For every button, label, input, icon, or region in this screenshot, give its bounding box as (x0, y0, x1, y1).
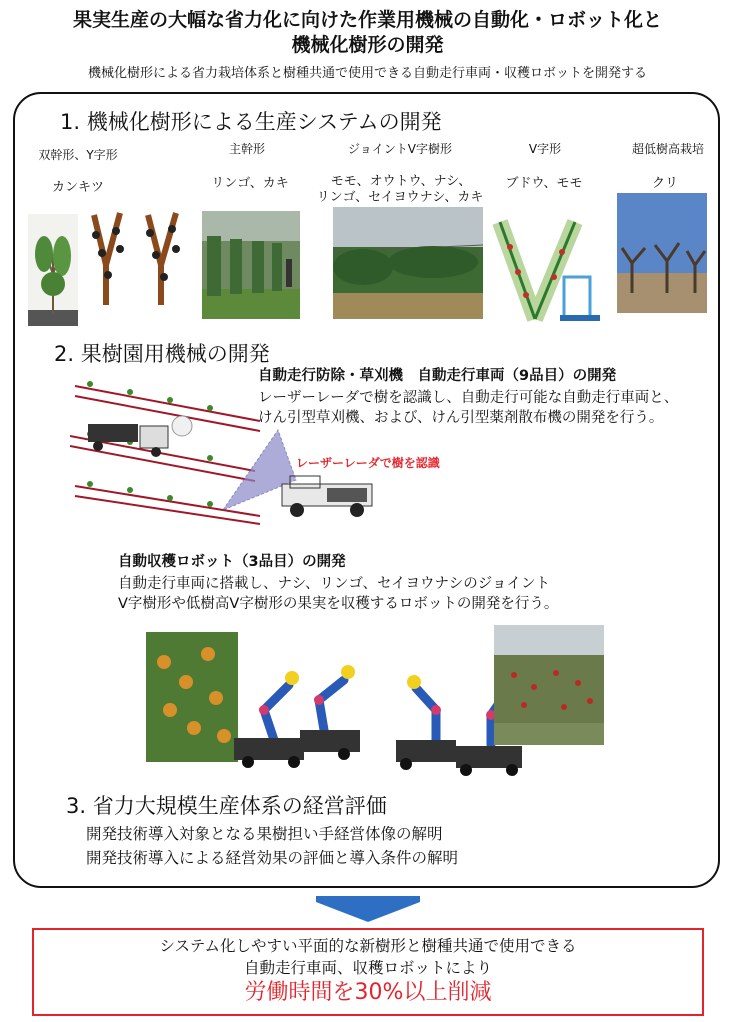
conclusion-highlight: 労働時間を30%以上削減 (244, 980, 492, 1005)
harvest-robot-left-illustration (234, 650, 374, 770)
vehicle-desc-line1: レーザーレーダで樹を認識し、自動走行可能な自動走行車両と、 (258, 390, 679, 406)
citrus-tree-photo (28, 214, 78, 326)
conclusion-box (32, 928, 704, 1016)
y-shape-tree-illustration (86, 205, 198, 307)
tree-type-3-examples-2: リンゴ、セイヨウナシ、カキ (316, 190, 484, 205)
tree-type-3-name: ジョイントV字樹形 (348, 142, 452, 156)
robot-desc-line2: V字樹形や低樹高V字樹形の果実を収穫するロボットの開発を行う。 (118, 596, 559, 612)
robot-dev-title: 自動収穫ロボット（3品目）の開発 (118, 554, 346, 570)
chestnut-orchard-photo (617, 193, 707, 313)
section3-line2: 開発技術導入による経営効果の評価と導入条件の解明 (86, 849, 459, 867)
tree-type-1-examples: カンキツ (51, 180, 104, 195)
apple-orchard-photo (202, 211, 300, 319)
page-subtitle: 機械化樹形による省力栽培体系と樹種共通で使用できる自動走行車両・収穫ロボットを開発する (87, 66, 647, 81)
laser-radar-label: レーザーレーダで樹を認識 (296, 456, 440, 470)
apple-orchard-harvest-photo (494, 625, 604, 745)
tree-type-2-name: 主幹形 (228, 142, 265, 156)
autonomous-vehicle-image (272, 472, 382, 522)
tree-type-1-name: 双幹形、Y字形 (38, 148, 118, 162)
conclusion-line2: 自動走行車両、収穫ロボットにより (243, 959, 492, 977)
down-arrow-icon (316, 896, 420, 922)
v-shape-tree-illustration (490, 207, 606, 327)
tree-type-4-examples: ブドウ、モモ (505, 176, 583, 191)
tree-type-4-name: V字形 (528, 142, 562, 156)
tree-type-5-name: 超低樹高栽培 (631, 142, 704, 156)
section3-heading: 3. 省力大規模生産体系の経営評価 (66, 794, 387, 818)
tree-type-5-examples: クリ (651, 176, 678, 191)
conclusion-line1: システム化しやすい平面的な新樹形と樹種共通で使用できる (159, 937, 577, 955)
tree-type-2-examples: リンゴ、カキ (211, 176, 289, 191)
vehicle-dev-title: 自動走行防除・草刈機 自動走行車両（9品目）の開発 (258, 368, 617, 384)
pear-fruit-photo (146, 632, 238, 762)
section2-heading: 2. 果樹園用機械の開発 (54, 342, 270, 366)
vehicle-desc-line2: けん引型草刈機、および、けん引型薬剤散布機の開発を行う。 (258, 410, 664, 426)
section3-line1: 開発技術導入対象となる果樹担い手経営体像の解明 (86, 825, 443, 843)
joint-v-orchard-photo (333, 207, 483, 319)
tree-type-3-examples-1: モモ、オウトウ、ナシ、 (330, 174, 472, 189)
page-title-line1: 果実生産の大幅な省力化に向けた作業用機械の自動化・ロボット化と (72, 9, 662, 31)
robot-desc-line1: 自動走行車両に搭載し、ナシ、リンゴ、セイヨウナシのジョイント (118, 576, 550, 592)
section1-heading: 1. 機械化樹形による生産システムの開発 (60, 110, 442, 134)
page-title-line2: 機械化樹形の開発 (291, 34, 444, 56)
